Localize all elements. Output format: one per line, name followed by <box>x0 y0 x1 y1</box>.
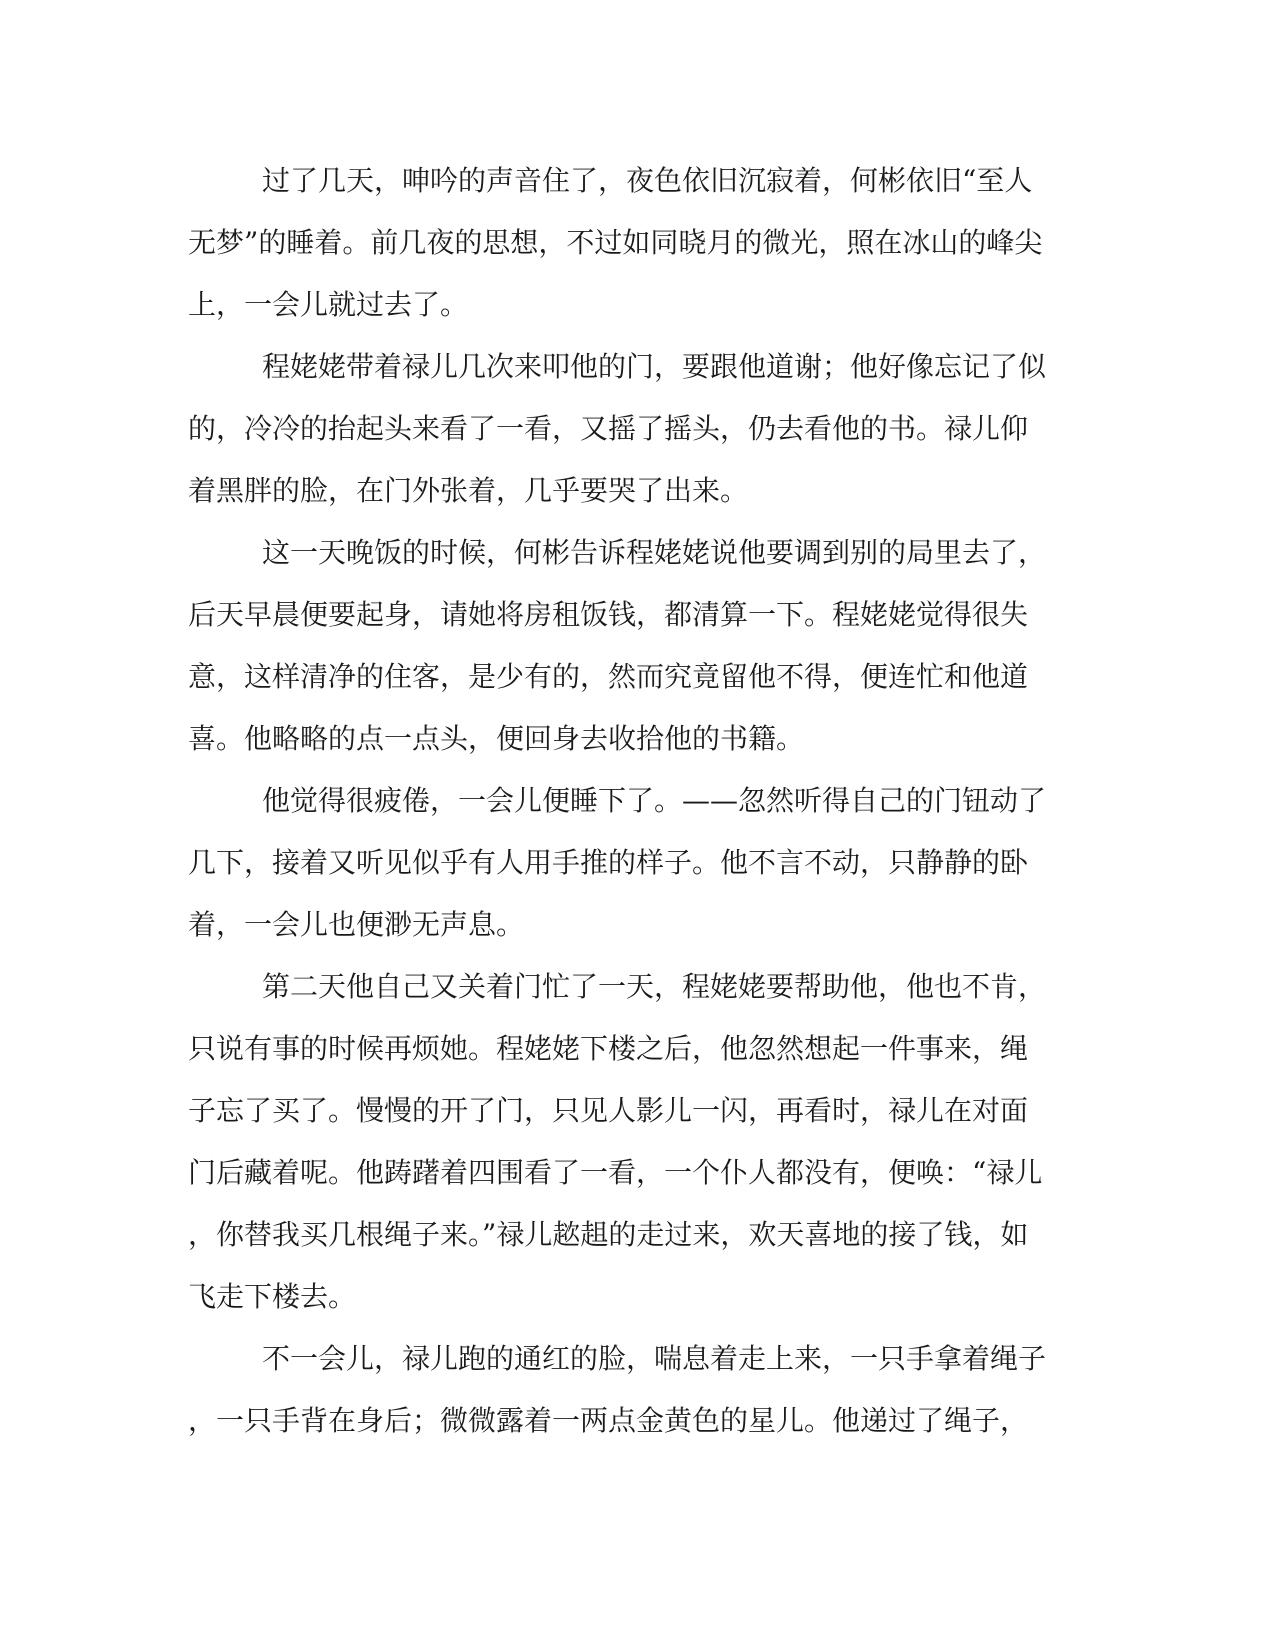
text-line: 飞走下楼去。 <box>188 1280 357 1313</box>
text-line: 他觉得很疲倦，一会儿便睡下了。——忽然听得自己的门钮动了 <box>262 784 1047 817</box>
text-line: 后天早晨便要起身，请她将房租饭钱，都清算一下。程姥姥觉得很失 <box>188 598 1029 631</box>
text-line: 着，一会儿也便渺无声息。 <box>188 908 525 941</box>
text-line: 只说有事的时候再烦她。程姥姥下楼之后，他忽然想起一件事来，绳 <box>188 1032 1029 1065</box>
text-line: 意，这样清净的住客，是少有的，然而究竟留他不得，便连忙和他道 <box>188 660 1029 693</box>
text-line: 门后藏着呢。他踌躇着四围看了一看，一个仆人都没有，便唤：“禄儿 <box>188 1156 1043 1189</box>
text-line: 着黑胖的脸，在门外张着，几乎要哭了出来。 <box>188 474 749 507</box>
text-line: 不一会儿，禄儿跑的通红的脸，喘息着走上来，一只手拿着绳子 <box>262 1342 1047 1375</box>
paragraph-3 <box>188 522 1078 770</box>
text-line: 第二天他自己又关着门忙了一天，程姥姥要帮助他，他也不肯， <box>262 970 1047 1003</box>
text-line: 几下，接着又听见似乎有人用手推的样子。他不言不动，只静静的卧 <box>188 846 1029 879</box>
text-line: 的，冷冷的抬起头来看了一看，又摇了摇头，仍去看他的书。禄儿仰 <box>188 412 1029 445</box>
text-line: 上，一会儿就过去了。 <box>188 288 469 321</box>
paragraph-5 <box>188 956 1078 1328</box>
text-line: 喜。他略略的点一点头，便回身去收拾他的书籍。 <box>188 722 805 755</box>
text-line: 这一天晚饭的时候，何彬告诉程姥姥说他要调到别的局里去了， <box>262 536 1047 569</box>
paragraph-6 <box>188 1328 1078 1452</box>
text-line: 过了几天，呻吟的声音住了，夜色依旧沉寂着，何彬依旧“至人 <box>262 164 1033 197</box>
paragraph-4 <box>188 770 1078 956</box>
paragraph-1 <box>188 150 1078 336</box>
text-line: 子忘了买了。慢慢的开了门，只见人影儿一闪，再看时，禄儿在对面 <box>188 1094 1029 1127</box>
text-line: ，你替我买几根绳子来。”禄儿趑趄的走过来，欢天喜地的接了钱，如 <box>188 1218 1029 1251</box>
text-line: 程姥姥带着禄儿几次来叩他的门，要跟他道谢；他好像忘记了似 <box>262 350 1047 383</box>
body-text <box>188 150 1078 1452</box>
paragraph-2 <box>188 336 1078 522</box>
text-line: ，一只手背在身后；微微露着一两点金黄色的星儿。他递过了绳子， <box>188 1404 1029 1437</box>
text-line: 无梦”的睡着。前几夜的思想，不过如同晓月的微光，照在冰山的峰尖 <box>188 226 1043 259</box>
